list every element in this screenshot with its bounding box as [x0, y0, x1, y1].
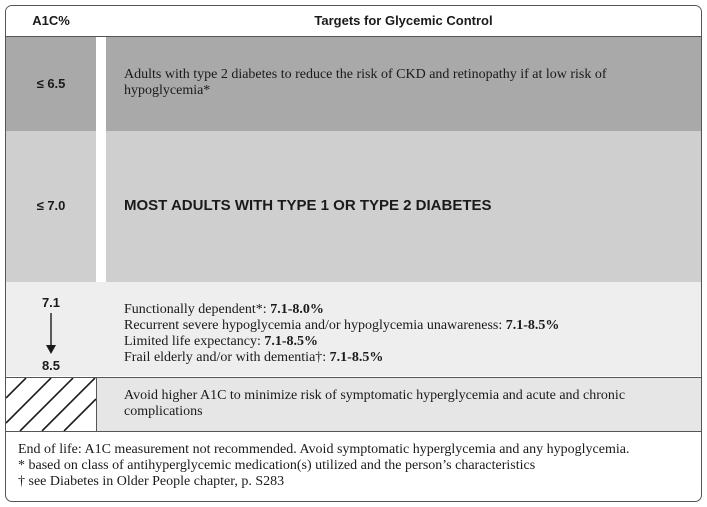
table-header: [6, 6, 701, 37]
list-item: Limited life expectancy: 7.1-8.5%: [124, 334, 318, 349]
a1c-value: ≤ 6.5: [36, 76, 66, 91]
list-item: Functionally dependent*: 7.1-8.0%: [124, 302, 324, 317]
a1c-range-start: 7.1: [41, 295, 61, 310]
list-item: Frail elderly and/or with dementia†: 7.1-8.5%: [124, 350, 384, 365]
a1c-cell: [6, 131, 96, 282]
target-cell: [97, 378, 701, 431]
a1c-cell: [6, 282, 96, 376]
row-target-6-5: [6, 37, 701, 131]
footnote-dagger: † see Diabetes in Older People chapter, p. S283: [18, 474, 285, 489]
target-text: Avoid higher A1C to minimize risk of symptomatic hyperglycemia and acute and chronic complications: [124, 388, 626, 419]
target-cell: [106, 37, 701, 131]
column-gap: [96, 37, 106, 131]
target-cell: [106, 131, 701, 282]
target-text: MOST ADULTS WITH TYPE 1 OR TYPE 2 DIABETES: [124, 197, 492, 214]
footnote-asterisk: * based on class of antihyperglycemic medication(s) utilized and the person’s characteristics: [18, 458, 536, 473]
glycemic-targets-table: [5, 5, 702, 502]
column-gap: [96, 131, 106, 282]
arrow-down-icon: [44, 313, 58, 355]
footnote-end-of-life: End of life: A1C measurement not recommended. Avoid symptomatic hyperglycemia and any hypoglycemia.: [18, 442, 630, 457]
a1c-value: ≤ 7.0: [36, 198, 66, 213]
footnotes: [6, 432, 701, 490]
header-a1c: A1C%: [32, 13, 70, 28]
target-list: [124, 302, 691, 366]
hatch-pattern-icon: [6, 378, 96, 431]
column-gap: [96, 282, 106, 376]
row-target-range: [6, 282, 701, 376]
row-target-7-0: [6, 131, 701, 282]
a1c-range-end: 8.5: [41, 358, 61, 373]
a1c-cell: [6, 37, 96, 131]
row-avoid-high: [6, 377, 701, 432]
target-cell: [106, 282, 701, 376]
target-text: Adults with type 2 diabetes to reduce the risk of CKD and retinopathy if at low risk of hypoglycemia*: [124, 67, 607, 98]
header-targets: Targets for Glycemic Control: [314, 13, 493, 28]
hatched-cell: [6, 378, 97, 431]
list-item: Recurrent severe hypoglycemia and/or hypoglycemia unawareness: 7.1-8.5%: [124, 318, 560, 333]
